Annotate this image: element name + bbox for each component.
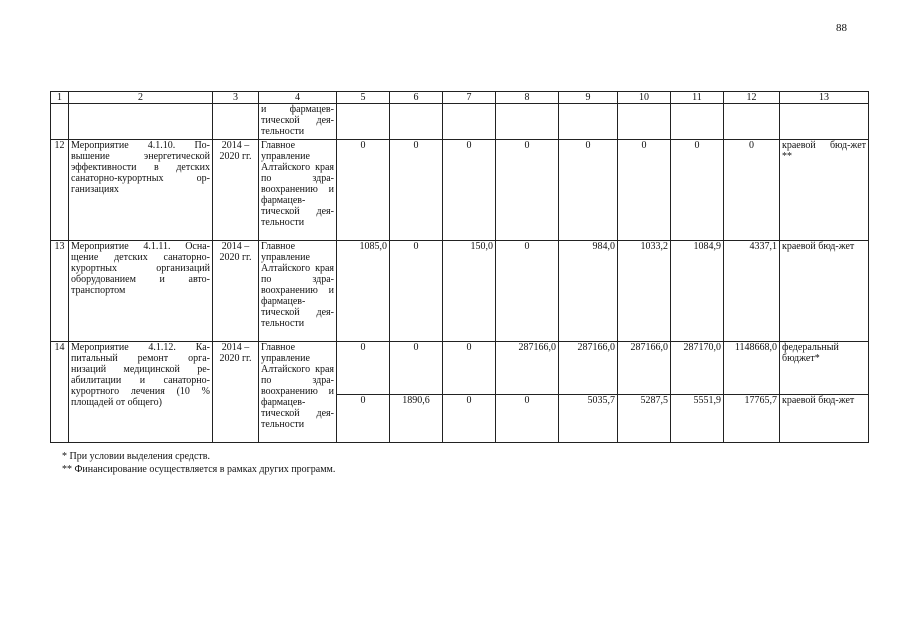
col-header: 3 xyxy=(213,92,259,104)
value-cell: 0 xyxy=(337,342,390,395)
value-cell: 1085,0 xyxy=(337,241,390,342)
funding-source: краевой бюд-жет ** xyxy=(780,140,869,241)
table-cell xyxy=(724,104,780,140)
col-header: 12 xyxy=(724,92,780,104)
value-cell: 287170,0 xyxy=(671,342,724,395)
table-row-continuation xyxy=(51,104,869,140)
executor-cell: и фармацев-тической дея-тельности xyxy=(259,104,337,140)
value-cell: 0 xyxy=(443,395,496,443)
row-number: 13 xyxy=(51,241,69,342)
value-cell: 0 xyxy=(671,140,724,241)
col-header: 4 xyxy=(259,92,337,104)
value-cell: 287166,0 xyxy=(618,342,671,395)
row-number: 14 xyxy=(51,342,69,443)
value-cell: 0 xyxy=(390,342,443,395)
value-cell: 1033,2 xyxy=(618,241,671,342)
value-cell: 1084,9 xyxy=(671,241,724,342)
header-row xyxy=(51,92,869,104)
table-cell xyxy=(780,104,869,140)
col-header: 2 xyxy=(69,92,213,104)
table-row xyxy=(51,140,869,241)
funding-source: федеральный бюджет* xyxy=(780,342,869,395)
period-cell: 2014 – 2020 гг. xyxy=(213,342,259,443)
col-header: 10 xyxy=(618,92,671,104)
value-cell: 0 xyxy=(443,140,496,241)
footnotes xyxy=(62,450,335,476)
budget-table xyxy=(50,91,869,443)
footnote: ** Финансирование осуществляется в рамках других программ. xyxy=(62,464,336,475)
table-cell xyxy=(559,104,618,140)
value-cell: 17765,7 xyxy=(724,395,780,443)
table-cell xyxy=(213,104,259,140)
col-header: 5 xyxy=(337,92,390,104)
col-header: 7 xyxy=(443,92,496,104)
value-cell: 0 xyxy=(337,140,390,241)
value-cell: 0 xyxy=(496,395,559,443)
value-cell: 150,0 xyxy=(443,241,496,342)
value-cell: 0 xyxy=(390,140,443,241)
table-cell xyxy=(496,104,559,140)
table-cell xyxy=(671,104,724,140)
executor-cell: Главное управление Алтайского края по здра-воохранению и фармацев-тической дея-тельности xyxy=(259,241,337,342)
executor-cell: Главное управление Алтайского края по здра-воохранению и фармацев-тической дея-тельности xyxy=(259,140,337,241)
value-cell: 0 xyxy=(390,241,443,342)
executor-cell: Главное управление Алтайского края по здра-воохранению и фармацев-тической дея-тельности xyxy=(259,342,337,443)
funding-source: краевой бюд-жет xyxy=(780,241,869,342)
value-cell: 0 xyxy=(337,395,390,443)
value-cell: 0 xyxy=(618,140,671,241)
table-cell xyxy=(618,104,671,140)
value-cell: 1890,6 xyxy=(390,395,443,443)
table-cell xyxy=(51,104,69,140)
footnote: * При условии выделения средств. xyxy=(62,451,210,462)
period-cell: 2014 – 2020 гг. xyxy=(213,241,259,342)
table-cell xyxy=(390,104,443,140)
value-cell: 0 xyxy=(559,140,618,241)
table-cell xyxy=(69,104,213,140)
measure-name: Мероприятие 4.1.11. Осна-щение детских санаторно-курортных организаций оборудованием и авто-транспортом xyxy=(69,241,213,342)
col-header: 1 xyxy=(51,92,69,104)
value-cell: 1148668,0 xyxy=(724,342,780,395)
value-cell: 287166,0 xyxy=(559,342,618,395)
table-cell xyxy=(443,104,496,140)
value-cell: 984,0 xyxy=(559,241,618,342)
value-cell: 0 xyxy=(496,241,559,342)
col-header: 8 xyxy=(496,92,559,104)
value-cell: 5551,9 xyxy=(671,395,724,443)
measure-name: Мероприятие 4.1.10. По-вышение энергетической эффективности в детских санаторно-курортных ор-ганизациях xyxy=(69,140,213,241)
value-cell: 5035,7 xyxy=(559,395,618,443)
period-cell: 2014 – 2020 гг. xyxy=(213,140,259,241)
value-cell: 4337,1 xyxy=(724,241,780,342)
table-cell xyxy=(337,104,390,140)
page-number: 88 xyxy=(836,22,847,34)
value-cell: 0 xyxy=(496,140,559,241)
col-header: 9 xyxy=(559,92,618,104)
col-header: 11 xyxy=(671,92,724,104)
table-row xyxy=(51,342,869,395)
table-row xyxy=(51,241,869,342)
value-cell: 5287,5 xyxy=(618,395,671,443)
funding-source: краевой бюд-жет xyxy=(780,395,869,443)
row-number: 12 xyxy=(51,140,69,241)
col-header: 6 xyxy=(390,92,443,104)
value-cell: 287166,0 xyxy=(496,342,559,395)
value-cell: 0 xyxy=(443,342,496,395)
col-header: 13 xyxy=(780,92,869,104)
measure-name: Мероприятие 4.1.12. Ка-питальный ремонт орга-низаций медицинской ре-абилитации и санаторно-курортного лечения (10 % площадей от общего) xyxy=(69,342,213,443)
value-cell: 0 xyxy=(724,140,780,241)
